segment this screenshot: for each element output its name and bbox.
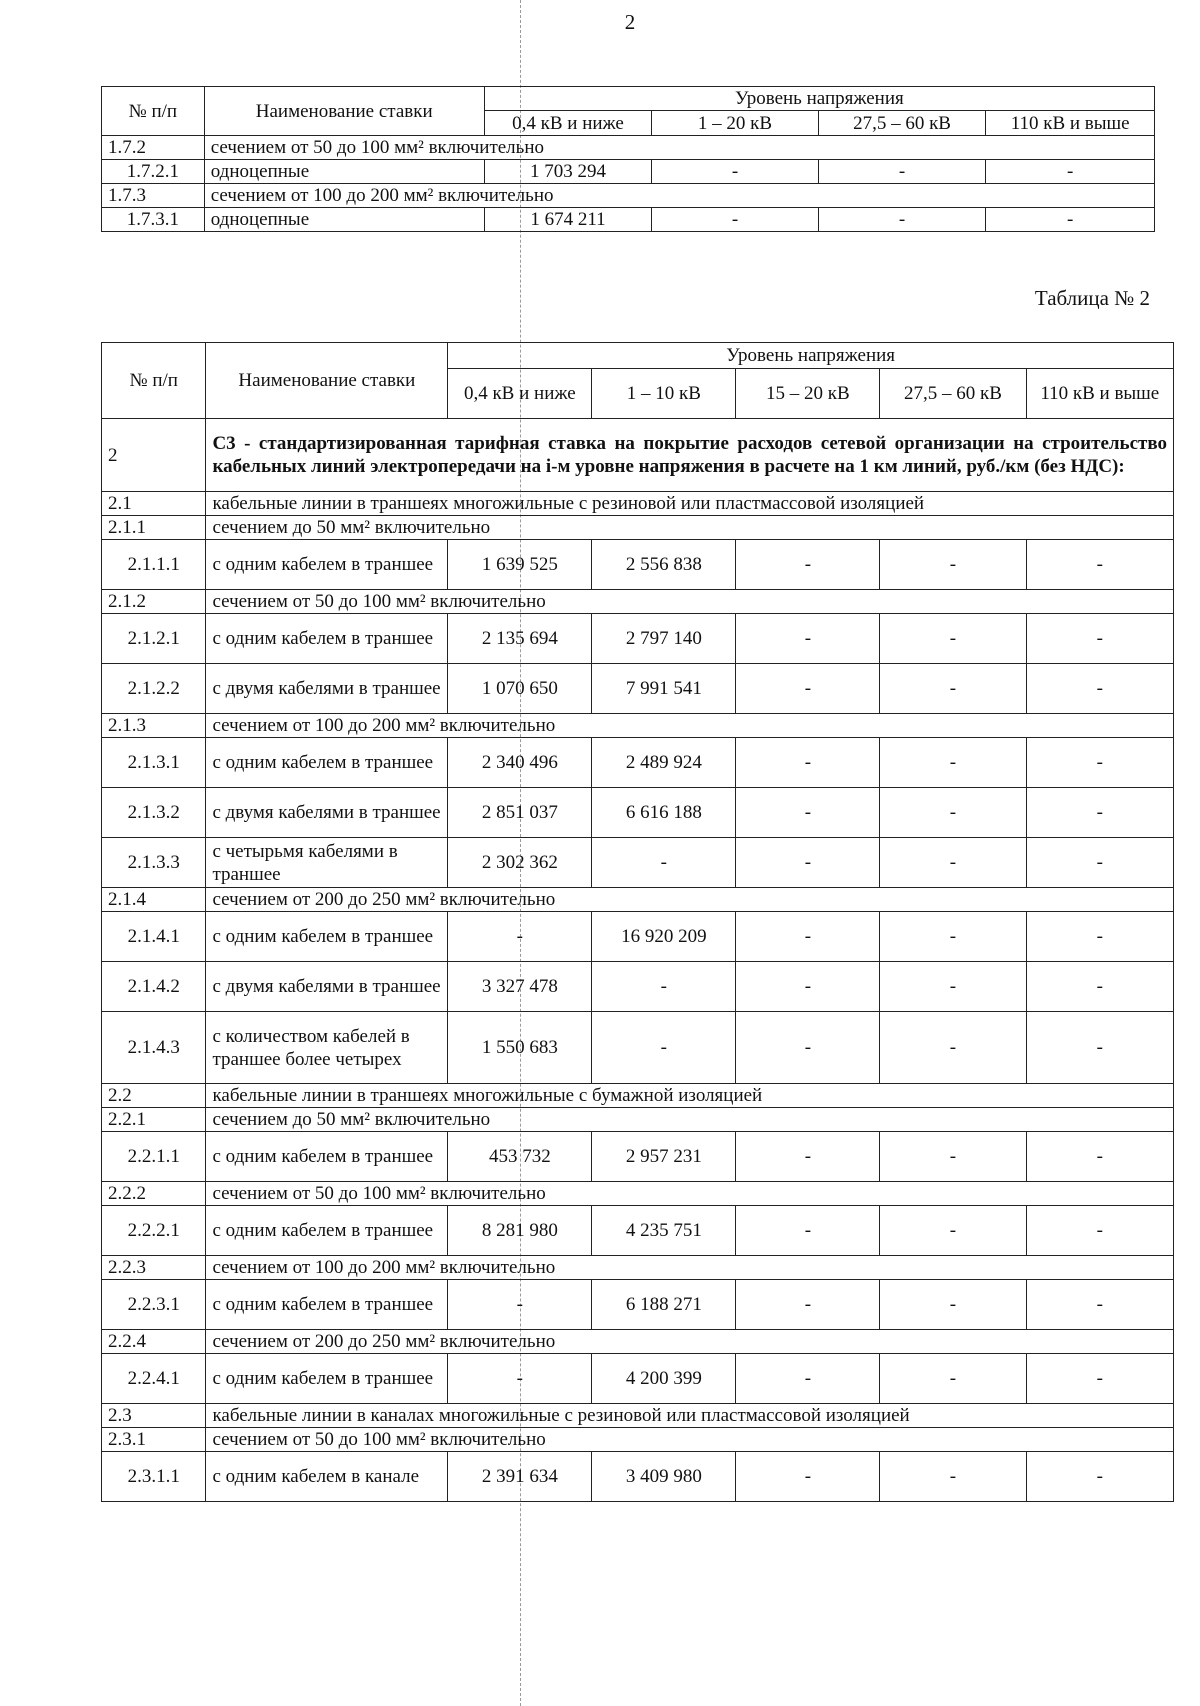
table-row [102, 1452, 1174, 1502]
rate-value: 4 235 751 [592, 1206, 736, 1256]
rates-table-2 [101, 342, 1174, 1502]
table-row [102, 1132, 1174, 1182]
rate-value: - [652, 208, 818, 232]
rate-value: - [1026, 1354, 1173, 1404]
row-number: 2.1.3 [102, 714, 206, 738]
table-row [102, 1330, 1174, 1354]
rate-value: - [1026, 1012, 1173, 1084]
section-title: сечением до 50 мм² включительно [206, 1108, 1174, 1132]
rate-value: - [880, 912, 1026, 962]
section-title: сечением от 100 до 200 мм² включительно [206, 1256, 1174, 1280]
table-2-caption: Таблица № 2 [1034, 286, 1150, 310]
rate-value: 6 188 271 [592, 1280, 736, 1330]
rate-value: - [818, 160, 986, 184]
header-row [102, 87, 1155, 111]
row-number: 1.7.2.1 [102, 160, 205, 184]
rate-value: 2 489 924 [592, 738, 736, 788]
section-title: сечением от 50 до 100 мм² включительно [206, 1182, 1174, 1206]
table-row [102, 160, 1155, 184]
rate-name: с одним кабелем в траншее [206, 1132, 448, 1182]
row-number: 2.1.1.1 [102, 540, 206, 590]
row-number: 2.2.4.1 [102, 1354, 206, 1404]
table-row [102, 788, 1174, 838]
table-row [102, 1012, 1174, 1084]
row-number: 2.2.3.1 [102, 1280, 206, 1330]
header-voltage-level: Уровень напряжения [484, 87, 1154, 111]
rate-value: 7 991 541 [592, 664, 736, 714]
table-row [102, 136, 1155, 160]
header-rate-name: Наименование ставки [204, 87, 484, 136]
header-voltage-column: 110 кВ и выше [986, 111, 1155, 136]
rate-value: 4 200 399 [592, 1354, 736, 1404]
rate-name: с одним кабелем в траншее [206, 1206, 448, 1256]
rate-value: 2 302 362 [448, 838, 592, 888]
rate-value: - [1026, 1452, 1173, 1502]
header-rate-name: Наименование ставки [206, 343, 448, 419]
table-row [102, 962, 1174, 1012]
rate-value: 2 340 496 [448, 738, 592, 788]
rates-table-1 [101, 86, 1155, 232]
section-title: сечением от 200 до 250 мм² включительно [206, 1330, 1174, 1354]
rate-value: - [1026, 1132, 1173, 1182]
rate-value: - [880, 1452, 1026, 1502]
rate-value: - [448, 912, 592, 962]
row-number: 2.2.2.1 [102, 1206, 206, 1256]
row-number: 2.1.1 [102, 516, 206, 540]
row-number: 2.1 [102, 492, 206, 516]
row-number: 2.1.4.2 [102, 962, 206, 1012]
rate-value: - [736, 838, 880, 888]
row-number: 1.7.2 [102, 136, 205, 160]
rate-name: с одним кабелем в траншее [206, 540, 448, 590]
row-number: 2.2.1.1 [102, 1132, 206, 1182]
rate-name: с одним кабелем в траншее [206, 614, 448, 664]
rate-value: 6 616 188 [592, 788, 736, 838]
rate-value: - [736, 614, 880, 664]
rate-name: с двумя кабелями в траншее [206, 788, 448, 838]
rate-value: - [592, 1012, 736, 1084]
rate-value: - [880, 788, 1026, 838]
header-voltage-level: Уровень напряжения [448, 343, 1174, 369]
rate-value: - [880, 1012, 1026, 1084]
table-row [102, 738, 1174, 788]
header-voltage-column: 110 кВ и выше [1026, 369, 1173, 419]
rate-value: - [736, 912, 880, 962]
rate-value: - [880, 738, 1026, 788]
rate-value: - [1026, 664, 1173, 714]
rate-value: - [592, 838, 736, 888]
rate-value: 453 732 [448, 1132, 592, 1182]
rate-value: - [592, 962, 736, 1012]
section-title: кабельные линии в траншеях многожильные с бумажной изоляцией [206, 1084, 1174, 1108]
header-voltage-column: 27,5 – 60 кВ [818, 111, 986, 136]
rate-value: - [986, 160, 1155, 184]
row-number: 1.7.3.1 [102, 208, 205, 232]
table-row [102, 590, 1174, 614]
rate-value: - [880, 1280, 1026, 1330]
rate-value: - [880, 664, 1026, 714]
section-heading: С3 - стандартизированная тарифная ставка на покрытие расходов сетевой организации на строительство кабельных линий электропередачи на i-м уровне напряжения в расчете на 1 км линий, руб./км (без НДС): [206, 419, 1174, 492]
section-title: сечением от 100 до 200 мм² включительно [204, 184, 1154, 208]
header-voltage-column: 0,4 кВ и ниже [484, 111, 652, 136]
rate-name: одноцепные [204, 208, 484, 232]
row-number: 2.3.1.1 [102, 1452, 206, 1502]
row-number: 2.1.2 [102, 590, 206, 614]
row-number: 2.1.3.1 [102, 738, 206, 788]
rate-value: - [880, 540, 1026, 590]
rate-name: с одним кабелем в траншее [206, 912, 448, 962]
header-voltage-column: 1 – 10 кВ [592, 369, 736, 419]
row-number: 2.1.4.3 [102, 1012, 206, 1084]
rate-value: - [736, 664, 880, 714]
rate-value: - [1026, 1280, 1173, 1330]
row-number: 2.1.4.1 [102, 912, 206, 962]
section-title: кабельные линии в каналах многожильные с резиновой или пластмассовой изоляцией [206, 1404, 1174, 1428]
rate-value: 3 409 980 [592, 1452, 736, 1502]
table-row [102, 888, 1174, 912]
rate-name: с одним кабелем в траншее [206, 738, 448, 788]
row-number: 2.1.2.2 [102, 664, 206, 714]
table-row [102, 714, 1174, 738]
rate-value: - [880, 1206, 1026, 1256]
page-number: 2 [624, 10, 636, 34]
rate-name: с двумя кабелями в траншее [206, 962, 448, 1012]
header-voltage-column: 0,4 кВ и ниже [448, 369, 592, 419]
header-number: № п/п [102, 87, 205, 136]
table-row [102, 1280, 1174, 1330]
rate-value: - [736, 1206, 880, 1256]
table-row [102, 1084, 1174, 1108]
table-row [102, 912, 1174, 962]
rate-value: 8 281 980 [448, 1206, 592, 1256]
rate-value: - [880, 838, 1026, 888]
section-title: сечением от 200 до 250 мм² включительно [206, 888, 1174, 912]
rate-value: - [448, 1280, 592, 1330]
rate-name: с двумя кабелями в траншее [206, 664, 448, 714]
row-number: 1.7.3 [102, 184, 205, 208]
rate-value: 1 639 525 [448, 540, 592, 590]
rate-value: - [736, 540, 880, 590]
table-row [102, 1428, 1174, 1452]
rate-value: - [818, 208, 986, 232]
rate-value: - [736, 962, 880, 1012]
rate-value: 2 556 838 [592, 540, 736, 590]
rate-value: - [448, 1354, 592, 1404]
rate-value: - [1026, 1206, 1173, 1256]
table-row [102, 1354, 1174, 1404]
row-number: 2.2.2 [102, 1182, 206, 1206]
rate-value: - [1026, 912, 1173, 962]
header-voltage-column: 1 – 20 кВ [652, 111, 818, 136]
row-number: 2.3.1 [102, 1428, 206, 1452]
table-row [102, 516, 1174, 540]
row-number: 2.1.4 [102, 888, 206, 912]
section-title: сечением от 50 до 100 мм² включительно [206, 1428, 1174, 1452]
rate-name: с одним кабелем в канале [206, 1452, 448, 1502]
rate-value: 3 327 478 [448, 962, 592, 1012]
rate-value: - [1026, 838, 1173, 888]
rate-value: 2 851 037 [448, 788, 592, 838]
table-row [102, 1404, 1174, 1428]
rate-value: 2 957 231 [592, 1132, 736, 1182]
rate-value: - [1026, 540, 1173, 590]
table-row [102, 419, 1174, 492]
rate-value: - [736, 1132, 880, 1182]
rate-value: 1 070 650 [448, 664, 592, 714]
row-number: 2.3 [102, 1404, 206, 1428]
rate-value: - [736, 738, 880, 788]
rate-name: с одним кабелем в траншее [206, 1354, 448, 1404]
header-number: № п/п [102, 343, 206, 419]
rate-value: - [736, 1452, 880, 1502]
header-row [102, 343, 1174, 369]
row-number: 2.1.3.2 [102, 788, 206, 838]
rate-value: - [986, 208, 1155, 232]
table-row [102, 614, 1174, 664]
table-row [102, 838, 1174, 888]
table-row [102, 184, 1155, 208]
rate-name: одноцепные [204, 160, 484, 184]
table-row [102, 664, 1174, 714]
row-number: 2.1.2.1 [102, 614, 206, 664]
rate-value: - [880, 1354, 1026, 1404]
table-row [102, 492, 1174, 516]
rate-value: 2 391 634 [448, 1452, 592, 1502]
rate-value: - [736, 1012, 880, 1084]
row-number: 2 [102, 419, 206, 492]
section-title: сечением от 100 до 200 мм² включительно [206, 714, 1174, 738]
table-row [102, 1182, 1174, 1206]
rate-name: с одним кабелем в траншее [206, 1280, 448, 1330]
rate-value: - [880, 614, 1026, 664]
rate-value: - [1026, 614, 1173, 664]
rate-value: 1 674 211 [484, 208, 652, 232]
row-number: 2.2.1 [102, 1108, 206, 1132]
rate-value: 1 550 683 [448, 1012, 592, 1084]
header-voltage-column: 27,5 – 60 кВ [880, 369, 1026, 419]
section-title: сечением от 50 до 100 мм² включительно [204, 136, 1154, 160]
rate-name: с четырьмя кабелями в траншее [206, 838, 448, 888]
rate-value: - [1026, 788, 1173, 838]
table-row [102, 540, 1174, 590]
table-row [102, 208, 1155, 232]
table-row [102, 1108, 1174, 1132]
section-title: кабельные линии в траншеях многожильные с резиновой или пластмассовой изоляцией [206, 492, 1174, 516]
row-number: 2.2.3 [102, 1256, 206, 1280]
rate-value: - [880, 1132, 1026, 1182]
rate-value: - [736, 1280, 880, 1330]
rate-value: 16 920 209 [592, 912, 736, 962]
header-voltage-column: 15 – 20 кВ [736, 369, 880, 419]
rate-value: - [736, 1354, 880, 1404]
row-number: 2.2.4 [102, 1330, 206, 1354]
rate-value: 2 135 694 [448, 614, 592, 664]
rate-name: с количеством кабелей в траншее более четырех [206, 1012, 448, 1084]
row-number: 2.1.3.3 [102, 838, 206, 888]
rate-value: - [880, 962, 1026, 1012]
table-row [102, 1256, 1174, 1280]
rate-value: - [736, 788, 880, 838]
table-row [102, 1206, 1174, 1256]
rate-value: 1 703 294 [484, 160, 652, 184]
rate-value: 2 797 140 [592, 614, 736, 664]
rate-value: - [652, 160, 818, 184]
section-title: сечением от 50 до 100 мм² включительно [206, 590, 1174, 614]
row-number: 2.2 [102, 1084, 206, 1108]
rate-value: - [1026, 738, 1173, 788]
rate-value: - [1026, 962, 1173, 1012]
section-title: сечением до 50 мм² включительно [206, 516, 1174, 540]
